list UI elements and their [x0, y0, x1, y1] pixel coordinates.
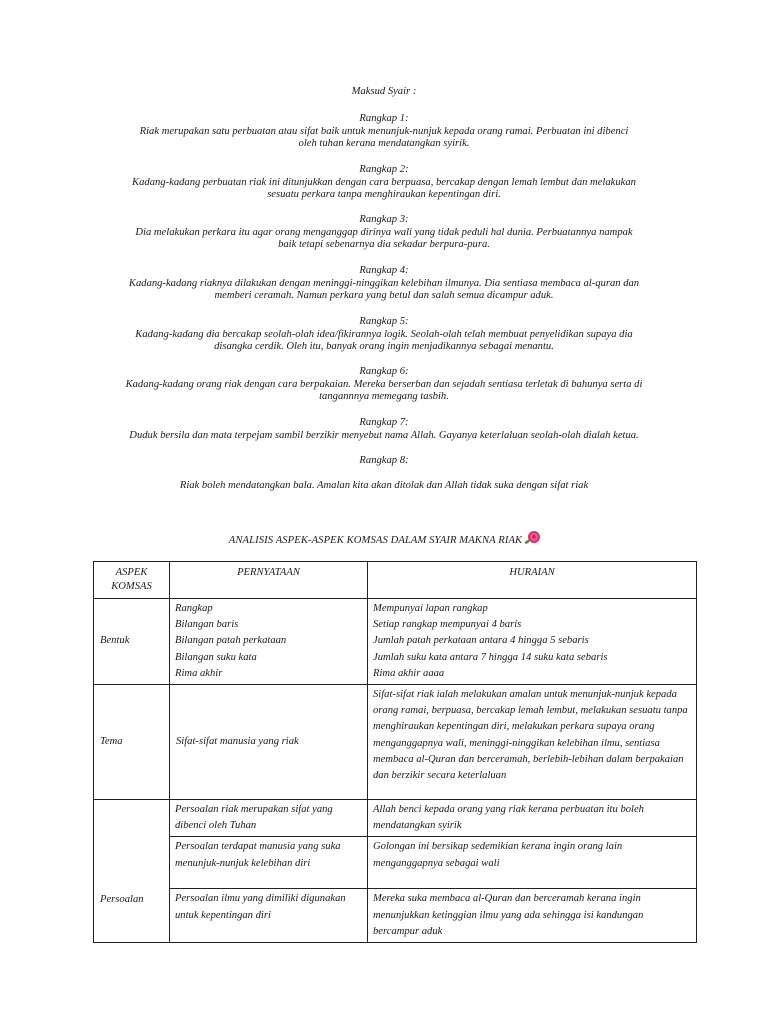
meaning-heading: Maksud Syair : [351, 86, 417, 97]
stanza-line: Duduk bersila dan mata terpejam sambil berzikir menyebut nama Allah. Gayanya keterlaluan seolah-olah dialah ketua. [129, 429, 639, 441]
aspect-cell: Tema [94, 685, 170, 800]
stanza-title: Rangkap 5: [359, 316, 409, 327]
column-header-aspect: ASPEK KOMSAS [94, 562, 170, 599]
stanza-line: Kadang-kadang riaknya dilakukan dengan meninggi-ninggikan kelebihan ilmunya. Dia sentiasa membaca al-quran dan [128, 277, 640, 289]
stanza-block [90, 366, 678, 404]
stanza-line: Dia melakukan perkara itu agar orang menganggap dirinya wali yang tidak peduli hal dunia. Perbuatannya nampak [135, 226, 633, 238]
description-cell: Golongan ini bersikap sedemikian kerana ingin orang lain menganggapnya sebagai wali [368, 837, 697, 889]
statement-line: Bilangan suku kata [175, 651, 257, 663]
table-row-persoalan [94, 837, 697, 889]
column-header-description: HURAIAN [368, 562, 697, 599]
closing-text: Riak boleh mendatangkan bala. Amalan kita akan ditolak dan Allah tidak suka dengan sifat riak [179, 480, 589, 491]
analysis-title-text: ANALISIS ASPEK-ASPEK KOMSAS DALAM SYAIR MAKNA RIAK [228, 535, 523, 546]
stanza-title: Rangkap 6: [359, 366, 409, 377]
description-cell: Allah benci kepada orang yang riak kerana perbuatan itu boleh mendatangkan syirik [368, 800, 697, 837]
stanza-title: Rangkap 1: [359, 113, 409, 124]
statement-line: Rima akhir [175, 667, 223, 679]
aspect-cell: Persoalan [94, 800, 170, 943]
description-line: Jumlah patah perkataan antara 4 hingga 5 sebaris [373, 635, 589, 647]
stanza-line: baik tetapi sebenarnya dia sekadar berpura-pura. [278, 239, 490, 250]
column-header-statement: PERNYATAAN [170, 562, 368, 599]
description-cell [368, 599, 697, 685]
stanza-block [90, 214, 678, 252]
description-cell: Mereka suka membaca al-Quran dan berceramah kerana ingin menunjukkan ketinggian ilmu yang ada sehingga isi kandungan bercampur aduk [368, 889, 697, 943]
table-row-persoalan [94, 800, 697, 837]
statement-cell: Persoalan ilmu yang dimiliki digunakan untuk kepentingan diri [170, 889, 368, 943]
statement-line: Bilangan baris [175, 619, 239, 631]
table-row-tema [94, 685, 697, 800]
analysis-title [200, 530, 570, 549]
table-header-row [94, 562, 697, 599]
stanza-title: Rangkap 4: [359, 265, 409, 276]
statement-line: Bilangan patah perkataan [175, 635, 287, 647]
description-cell [368, 685, 697, 800]
stanza-block [90, 417, 678, 442]
stanza-line: memberi ceramah. Namun perkara yang betul dan salah semua dicampur aduk. [214, 290, 554, 301]
stanza-block [90, 455, 678, 468]
stanza-line: Kadang-kadang dia bercakap seolah-olah idea/fikirannya logik. Seolah-olah telah membuat penyelidikan supaya dia [135, 328, 633, 340]
stanza-line: sesuatu perkara tanpa menghiraukan kepentingan diri. [267, 189, 501, 200]
statement-line: Rangkap [175, 603, 213, 614]
description-text: Sifat-sifat riak ialah melakukan amalan untuk menunjuk-nunjuk kepada orang ramai, berpuasa, bercakap lemah lembut, melakukan sesuatu tanpa menghiraukan kepentingan diri, melakukan perkara supaya orang menganggapnya wali, meninggi-ninggikan kelebihan ilmu, sentiasa membaca al-Quran dan berceramah, berlebih-lebihan dalam berpakaian dan berzikir secara keterlaluan [373, 689, 688, 782]
komsas-analysis-table [93, 561, 697, 943]
statement-cell: Sifat-sifat manusia yang riak [170, 685, 368, 800]
aspect-cell: Bentuk [94, 599, 170, 685]
description-line: Rima akhir aaaa [373, 667, 445, 679]
stanza-line: Kadang-kadang perbuatan riak ini ditunjukkan dengan cara berpuasa, bercakap dengan lemah lembut dan melakukan [132, 176, 636, 188]
stanza-title: Rangkap 3: [359, 214, 409, 225]
stanza-title: Rangkap 7: [359, 417, 409, 428]
stanza-line: Riak merupakan satu perbuatan atau sifat baik untuk menunjuk-nunjuk kepada orang ramai. Perbuatan ini dibenci [139, 125, 629, 137]
stanza-title: Rangkap 8: [359, 455, 409, 466]
stanza-block [90, 316, 678, 354]
table-row-bentuk [94, 599, 697, 685]
description-line: Setiap rangkap mempunyai 4 baris [373, 619, 522, 631]
description-line: Mempunyai lapan rangkap [373, 603, 488, 614]
stanza-block [90, 265, 678, 303]
stanza-line: Kadang-kadang orang riak dengan cara berpakaian. Mereka berserban dan sejadah sentiasa terletak di bahunya serta di [125, 378, 643, 390]
description-line: Jumlah suku kata antara 7 hingga 14 suku kata sebaris [373, 651, 608, 663]
stanza-line: oleh tuhan kerana mendatangkan syirik. [298, 138, 470, 149]
stanza-block [90, 113, 678, 151]
statement-cell [170, 599, 368, 685]
stanza-title: Rangkap 2: [359, 164, 409, 175]
stanza-line: tangannnya memegang tasbih. [319, 391, 449, 402]
statement-cell: Persoalan riak merupakan sifat yang dibenci oleh Tuhan [170, 800, 368, 837]
table-row-persoalan [94, 889, 697, 943]
stanza-block [90, 164, 678, 202]
rose-icon [523, 530, 541, 549]
stanza-line: disangka cerdik. Oleh itu, banyak orang ingin menjadikannya sebagai menantu. [214, 341, 554, 352]
statement-cell: Persoalan terdapat manusia yang suka menunjuk-nunjuk kelebihan diri [170, 837, 368, 889]
